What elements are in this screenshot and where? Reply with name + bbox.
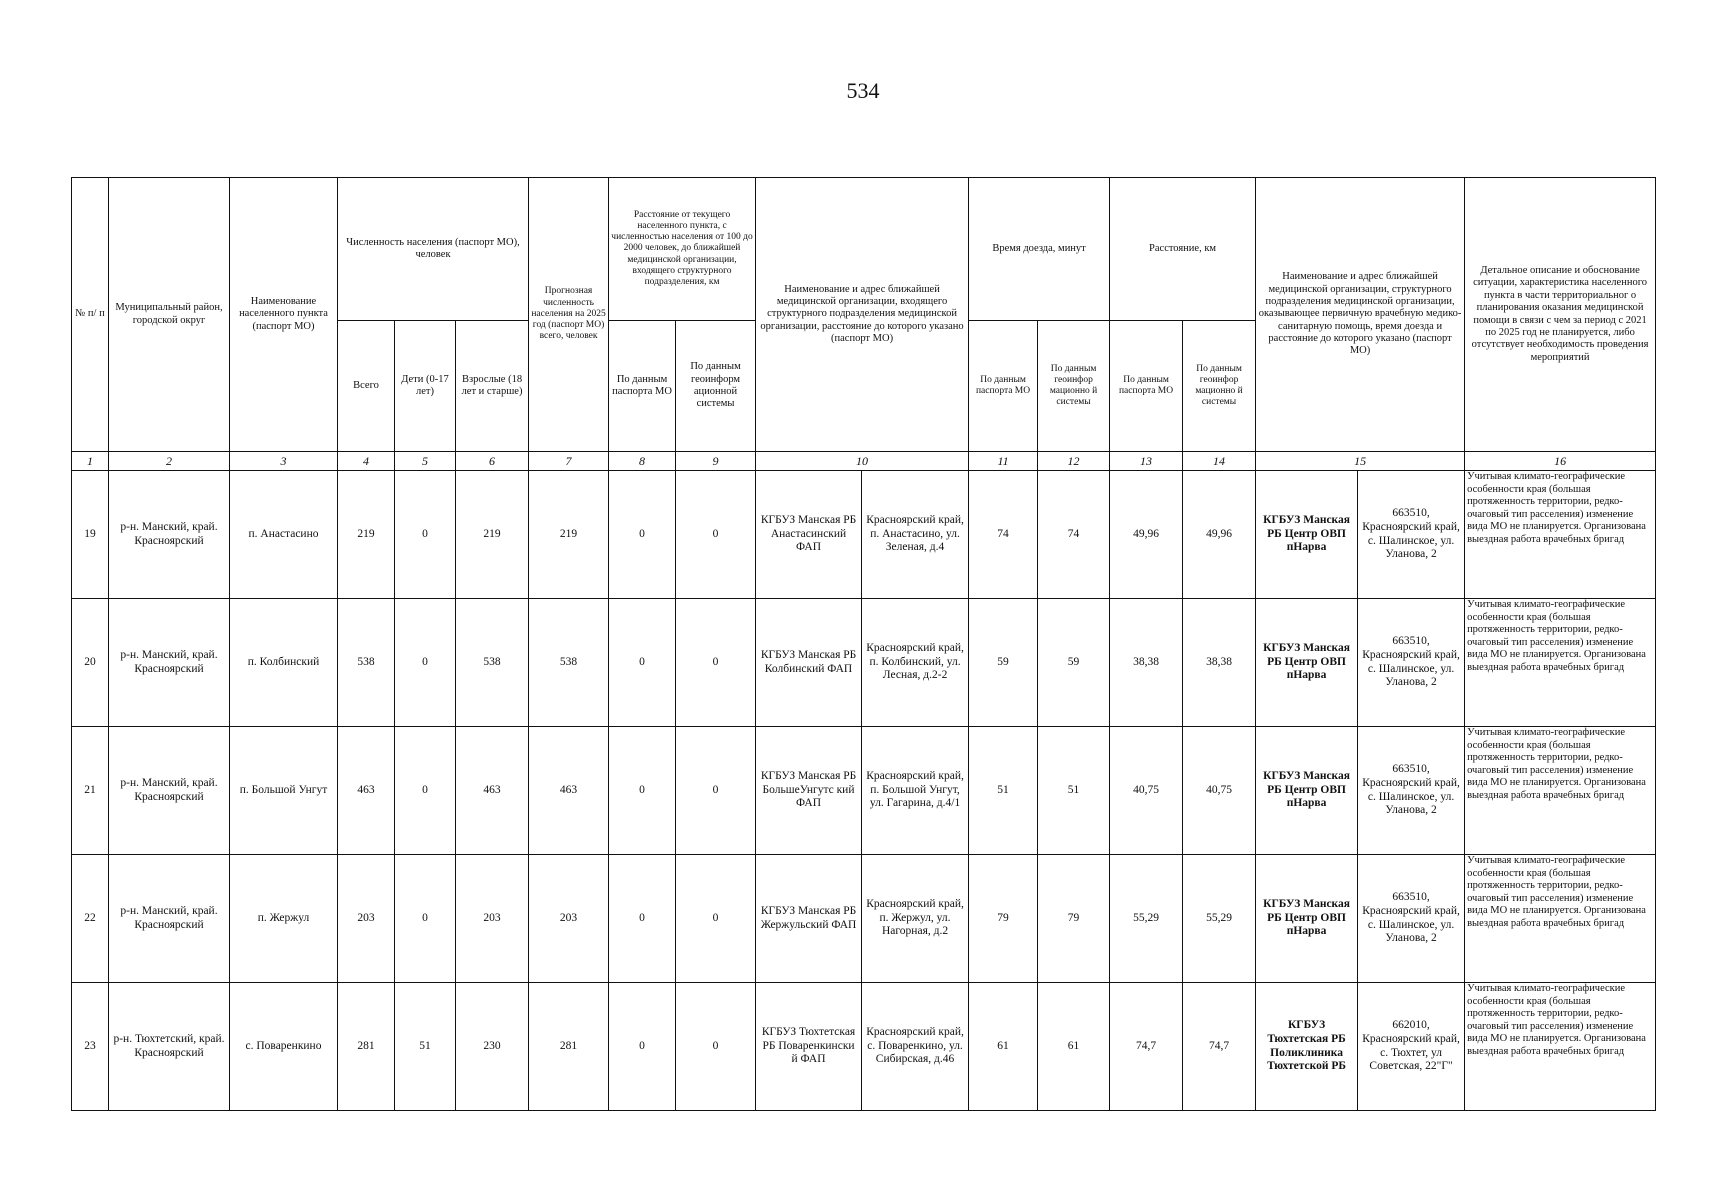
description-cell: Учитывая климато-географические особенности края (большая протяженность территории, редко-очаговый тип расселения) изменение вида МО не планируется. Организована выездная работа врачебных бригад	[1465, 983, 1656, 1111]
settlement-cell: п. Колбинский	[230, 599, 338, 727]
total-cell: 463	[338, 727, 395, 855]
settlement-cell: п. Анастасино	[230, 471, 338, 599]
children-cell: 0	[395, 727, 456, 855]
children-cell: 0	[395, 855, 456, 983]
adults-cell: 538	[456, 599, 529, 727]
pmsp-address-cell: 663510, Красноярский край, с. Шалинское, ул. Уланова, 2	[1358, 599, 1465, 727]
forecast-cell: 219	[529, 471, 609, 599]
description-cell: Учитывая климато-географические особенности края (большая протяженность территории, редко-очаговый тип расселения) изменение вида МО не планируется. Организована выездная работа врачебных бригад	[1465, 727, 1656, 855]
pmsp-address-cell: 663510, Красноярский край, с. Шалинское, ул. Уланова, 2	[1358, 855, 1465, 983]
km-gis-cell: 55,29	[1183, 855, 1256, 983]
pmsp-address-cell: 662010, Красноярский край, с. Тюхтет, ул Советская, 22"Г"	[1358, 983, 1465, 1111]
header-km-passport: По данным паспорта МО	[1110, 321, 1183, 452]
header-children: Дети (0-17 лет)	[395, 321, 456, 452]
forecast-cell: 538	[529, 599, 609, 727]
header-time-gis: По данным геоинфор мационно й системы	[1038, 321, 1110, 452]
adults-cell: 219	[456, 471, 529, 599]
forecast-cell: 203	[529, 855, 609, 983]
header-population-group: Численность населения (паспорт МО), человек	[338, 178, 529, 321]
header-nearest-org: Наименование и адрес ближайшей медицинской организации, входящего структурного подразделения медицинской организации, расстояние до которого указано (паспорт МО)	[756, 178, 969, 452]
header-time-passport: По данным паспорта МО	[969, 321, 1038, 452]
settlement-cell: п. Большой Унгут	[230, 727, 338, 855]
pmsp-name-cell: КГБУЗ Манская РБ Центр ОВП пНарва	[1256, 599, 1358, 727]
page-number: 534	[846, 78, 880, 103]
org-name-cell: КГБУЗ Манская РБ Анастасинский ФАП	[756, 471, 862, 599]
dist-passport-cell: 0	[609, 599, 676, 727]
header-pmsp-org: Наименование и адрес ближайшей медицинской организации, структурного подразделения медицинской организации, оказывающее первичную врачебную медико-санитарную помощь, время доезда и расстояние до которого указано (паспорт МО)	[1256, 178, 1465, 452]
dist-passport-cell: 0	[609, 855, 676, 983]
children-cell: 0	[395, 599, 456, 727]
header-district: Муниципальный район, городской округ	[109, 178, 230, 452]
time-gis-cell: 51	[1038, 727, 1110, 855]
adults-cell: 203	[456, 855, 529, 983]
children-cell: 51	[395, 983, 456, 1111]
org-address-cell: Красноярский край, п. Анастасино, ул. Зеленая, д.4	[862, 471, 969, 599]
district-cell: р-н. Манский, край. Красноярский	[109, 855, 230, 983]
pmsp-name-cell: КГБУЗ Манская РБ Центр ОВП пНарва	[1256, 471, 1358, 599]
column-numbers-row	[72, 452, 1656, 471]
column-number: 9	[676, 452, 756, 471]
table-row	[72, 471, 1656, 599]
dist-passport-cell: 0	[609, 983, 676, 1111]
table-row	[72, 599, 1656, 727]
org-name-cell: КГБУЗ Манская РБ БольшеУнгутс кий ФАП	[756, 727, 862, 855]
table-body	[72, 471, 1656, 1111]
pmsp-address-cell: 663510, Красноярский край, с. Шалинское, ул. Уланова, 2	[1358, 471, 1465, 599]
time-gis-cell: 79	[1038, 855, 1110, 983]
header-dist-passport: По данным паспорта МО	[609, 321, 676, 452]
settlement-cell: п. Жержул	[230, 855, 338, 983]
pmsp-address-cell: 663510, Красноярский край, с. Шалинское, ул. Уланова, 2	[1358, 727, 1465, 855]
pmsp-name-cell: КГБУЗ Манская РБ Центр ОВП пНарва	[1256, 855, 1358, 983]
km-passport-cell: 38,38	[1110, 599, 1183, 727]
km-passport-cell: 49,96	[1110, 471, 1183, 599]
district-cell: р-н. Манский, край. Красноярский	[109, 599, 230, 727]
description-cell: Учитывая климато-географические особенности края (большая протяженность территории, редко-очаговый тип расселения) изменение вида МО не планируется. Организована выездная работа врачебных бригад	[1465, 855, 1656, 983]
header-km-gis: По данным геоинфор мационно й системы	[1183, 321, 1256, 452]
column-number: 16	[1465, 452, 1656, 471]
column-number: 5	[395, 452, 456, 471]
column-number: 4	[338, 452, 395, 471]
row-number: 19	[72, 471, 109, 599]
header-description: Детальное описание и обоснование ситуации, характеристика населенного пункта в части территориальног о планирования оказания медицинской помощи в связи с чем за период с 2021 по 2025 год не планируется, либо отсутствует необходимость проведения мероприятий	[1465, 178, 1656, 452]
total-cell: 219	[338, 471, 395, 599]
adults-cell: 230	[456, 983, 529, 1111]
total-cell: 538	[338, 599, 395, 727]
pmsp-name-cell: КГБУЗ Манская РБ Центр ОВП пНарва	[1256, 727, 1358, 855]
children-cell: 0	[395, 471, 456, 599]
column-number: 13	[1110, 452, 1183, 471]
settlements-table	[71, 177, 1656, 1111]
dist-gis-cell: 0	[676, 727, 756, 855]
km-gis-cell: 38,38	[1183, 599, 1256, 727]
time-passport-cell: 79	[969, 855, 1038, 983]
header-time-group: Время доезда, минут	[969, 178, 1110, 321]
time-gis-cell: 61	[1038, 983, 1110, 1111]
description-cell: Учитывая климато-географические особенности края (большая протяженность территории, редко-очаговый тип расселения) изменение вида МО не планируется. Организована выездная работа врачебных бригад	[1465, 471, 1656, 599]
settlement-cell: с. Поваренкино	[230, 983, 338, 1111]
dist-passport-cell: 0	[609, 727, 676, 855]
time-passport-cell: 74	[969, 471, 1038, 599]
table-row	[72, 727, 1656, 855]
header-forecast: Прогнозная численность населения на 2025 год (паспорт МО) всего, человек	[529, 178, 609, 452]
column-number: 11	[969, 452, 1038, 471]
district-cell: р-н. Тюхтетский, край. Красноярский	[109, 983, 230, 1111]
forecast-cell: 281	[529, 983, 609, 1111]
org-address-cell: Красноярский край, п. Колбинский, ул. Лесная, д.2-2	[862, 599, 969, 727]
row-number: 20	[72, 599, 109, 727]
total-cell: 203	[338, 855, 395, 983]
org-address-cell: Красноярский край, с. Поваренкино, ул. Сибирская, д.46	[862, 983, 969, 1111]
org-name-cell: КГБУЗ Тюхтетская РБ Поваренкински й ФАП	[756, 983, 862, 1111]
time-passport-cell: 61	[969, 983, 1038, 1111]
org-address-cell: Красноярский край, п. Большой Унгут, ул. Гагарина, д.4/1	[862, 727, 969, 855]
column-number: 6	[456, 452, 529, 471]
dist-gis-cell: 0	[676, 855, 756, 983]
pmsp-name-cell: КГБУЗ Тюхтетская РБ Поликлиника Тюхтетской РБ	[1256, 983, 1358, 1111]
district-cell: р-н. Манский, край. Красноярский	[109, 727, 230, 855]
district-cell: р-н. Манский, край. Красноярский	[109, 471, 230, 599]
row-number: 21	[72, 727, 109, 855]
header-total: Всего	[338, 321, 395, 452]
header-settlement: Наименование населенного пункта (паспорт МО)	[230, 178, 338, 452]
table-row	[72, 983, 1656, 1111]
km-gis-cell: 49,96	[1183, 471, 1256, 599]
header-distance-group: Расстояние, км	[1110, 178, 1256, 321]
table-row	[72, 855, 1656, 983]
adults-cell: 463	[456, 727, 529, 855]
org-address-cell: Красноярский край, п. Жержул, ул. Нагорная, д.2	[862, 855, 969, 983]
time-passport-cell: 59	[969, 599, 1038, 727]
time-gis-cell: 74	[1038, 471, 1110, 599]
dist-passport-cell: 0	[609, 471, 676, 599]
column-number: 15	[1256, 452, 1465, 471]
dist-gis-cell: 0	[676, 983, 756, 1111]
column-number: 7	[529, 452, 609, 471]
header-distance-current-group: Расстояние от текущего населенного пункта, с численностью населения от 100 до 2000 человек, до ближайшей медицинской организации, входящего структурного подразделения, км	[609, 178, 756, 321]
header-dist-gis: По данным геоинформ ационной системы	[676, 321, 756, 452]
header-adults: Взрослые (18 лет и старше)	[456, 321, 529, 452]
total-cell: 281	[338, 983, 395, 1111]
forecast-cell: 463	[529, 727, 609, 855]
column-number: 1	[72, 452, 109, 471]
time-gis-cell: 59	[1038, 599, 1110, 727]
km-gis-cell: 74,7	[1183, 983, 1256, 1111]
km-passport-cell: 74,7	[1110, 983, 1183, 1111]
km-passport-cell: 55,29	[1110, 855, 1183, 983]
org-name-cell: КГБУЗ Манская РБ Колбинский ФАП	[756, 599, 862, 727]
km-gis-cell: 40,75	[1183, 727, 1256, 855]
column-number: 12	[1038, 452, 1110, 471]
dist-gis-cell: 0	[676, 599, 756, 727]
org-name-cell: КГБУЗ Манская РБ Жержульский ФАП	[756, 855, 862, 983]
column-number: 8	[609, 452, 676, 471]
column-number: 3	[230, 452, 338, 471]
row-number: 23	[72, 983, 109, 1111]
km-passport-cell: 40,75	[1110, 727, 1183, 855]
header-number: № п/ п	[72, 178, 109, 452]
column-number: 10	[756, 452, 969, 471]
time-passport-cell: 51	[969, 727, 1038, 855]
dist-gis-cell: 0	[676, 471, 756, 599]
row-number: 22	[72, 855, 109, 983]
column-number: 14	[1183, 452, 1256, 471]
column-number: 2	[109, 452, 230, 471]
description-cell: Учитывая климато-географические особенности края (большая протяженность территории, редко-очаговый тип расселения) изменение вида МО не планируется. Организована выездная работа врачебных бригад	[1465, 599, 1656, 727]
